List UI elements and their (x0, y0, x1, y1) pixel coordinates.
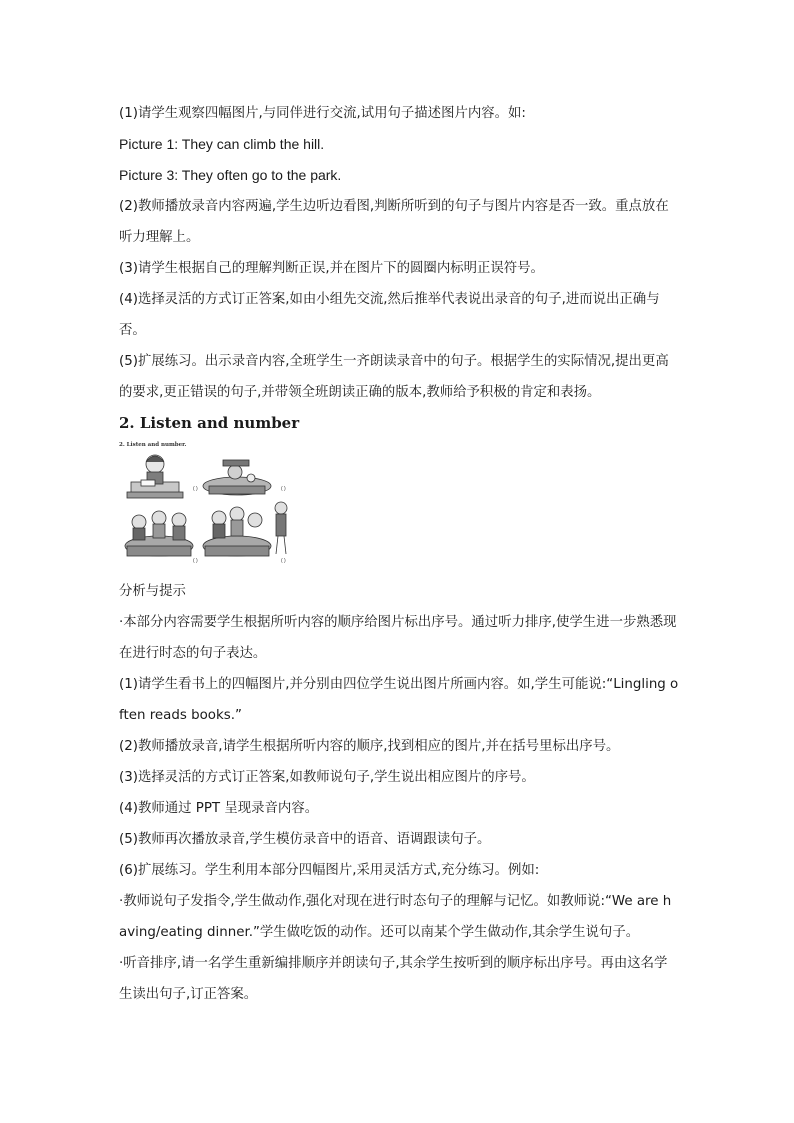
paragraph-4: (4)选择灵活的方式订正答案,如由小组先交流,然后推举代表说出录音的句子,进而说出正确与否。 (119, 292, 660, 338)
paragraph-14: ·听音排序,请一名学生重新编排顺序并朗读句子,其余学生按听到的顺序标出序号。再由这名学生读出句子,订正答案。 (119, 956, 668, 1002)
paragraph-10: (4)教师通过 PPT 呈现录音内容。 (119, 801, 319, 816)
paragraph-2: (2)教师播放录音内容两遍,学生边听边看图,判断所听到的句子与图片内容是否一致。重点放在听力理解上。 (119, 199, 669, 245)
listen-and-number-figure (119, 442, 299, 570)
paragraph-5: (5)扩展练习。出示录音内容,全班学生一齐朗读录音中的句子。根据学生的实际情况,提出更高的要求,更正错误的句子,并带领全班朗读正确的版本,教师给予积极的肯定和表扬。 (119, 354, 669, 400)
paragraph-8: (2)教师播放录音,请学生根据所听内容的顺序,找到相应的图片,并在括号里标出序号。 (119, 739, 620, 754)
paragraph-1: (1)请学生观察四幅图片,与同伴进行交流,试用句子描述图片内容。如: (119, 106, 526, 121)
picture-1-girl-reading (127, 455, 183, 498)
paragraph-example-1: Picture 1: They can climb the hill. (119, 136, 325, 152)
answer-bracket-3: ( ) (193, 558, 198, 564)
figure-title: 2. Listen and number. (119, 442, 187, 448)
paragraph-7: (1)请学生看书上的四幅图片,并分别由四位学生说出图片所画内容。如,学生可能说:“Lingling often reads books.” (119, 677, 679, 723)
picture-3-kids-eating (125, 511, 193, 556)
paragraph-13: ·教师说句子发指令,学生做动作,强化对现在进行时态句子的理解与记忆。如教师说:“We are having/eating dinner.”学生做吃饭的动作。还可以南某个学生做动作,其余学生说句子。 (119, 894, 672, 940)
paragraph-3: (3)请学生根据自己的理解判断正误,并在图片下的圆圈内标明正误符号。 (119, 261, 544, 276)
figure-illustration (119, 442, 299, 570)
document-page (119, 98, 679, 1010)
answer-bracket-4: ( ) (281, 558, 286, 564)
paragraph-9: (3)选择灵活的方式订正答案,如教师说句子,学生说出相应图片的序号。 (119, 770, 535, 785)
paragraph-example-2: Picture 3: They often go to the park. (119, 167, 342, 183)
picture-4-family-table (203, 502, 287, 556)
paragraph-12: (6)扩展练习。学生利用本部分四幅图片,采用灵活方式,充分练习。例如: (119, 863, 540, 878)
analysis-heading: 分析与提示 (119, 584, 186, 599)
paragraph-6: ·本部分内容需要学生根据所听内容的顺序给图片标出序号。通过听力排序,使学生进一步熟悉现在进行时态的句子表达。 (119, 615, 677, 661)
section-heading: 2. Listen and number (119, 414, 300, 432)
answer-bracket-2: ( ) (281, 486, 286, 492)
answer-bracket-1: ( ) (193, 486, 198, 492)
paragraph-11: (5)教师再次播放录音,学生模仿录音中的语音、语调跟读句子。 (119, 832, 491, 847)
picture-2-dinner-table (203, 460, 271, 495)
